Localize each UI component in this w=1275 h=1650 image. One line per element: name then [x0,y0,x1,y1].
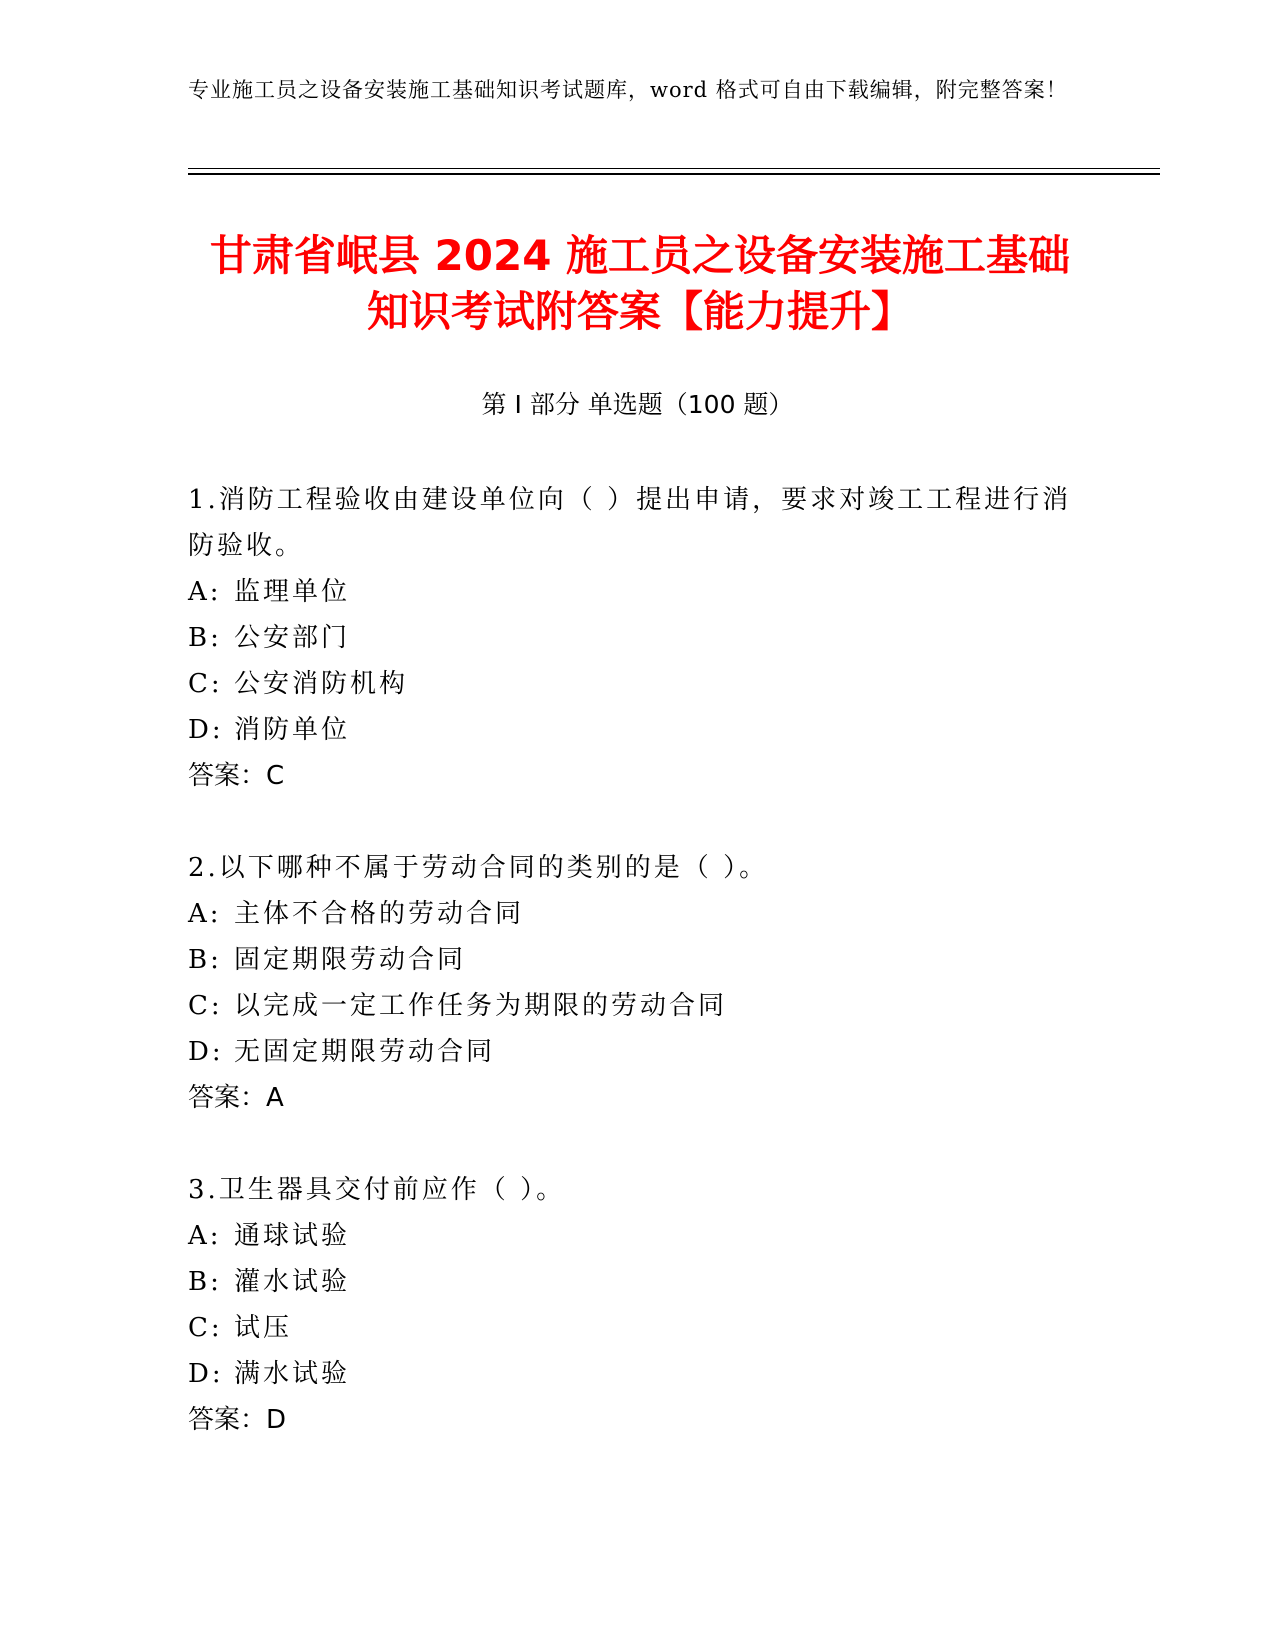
option-key: D: [188,1359,224,1389]
question-list [188,477,1088,1489]
document-title [180,228,1100,340]
answer-value: A [266,1083,284,1113]
header-note: 专业施工员之设备安装施工基础知识考试题库，word 格式可自由下载编辑，附完整答案！ [188,78,1068,102]
document-title-line-1: 甘肃省岷县 2024 施工员之设备安装施工基础 [209,231,1071,280]
header-divider-thin [188,168,1160,169]
option-text: 消防单位 [234,715,351,745]
option-text: 固定期限劳动合同 [234,945,467,975]
option-text: 以完成一定工作任务为期限的劳动合同 [234,991,728,1021]
option-b [188,1259,1088,1305]
option-a [188,569,1088,615]
document-title-line-2: 知识考试附答案【能力提升】 [366,287,913,336]
option-text: 试压 [234,1313,293,1343]
option-key: D: [188,1037,224,1067]
option-key: A: [188,899,222,929]
option-d [188,1351,1088,1397]
answer-label: 答案： [188,761,267,791]
answer-line [188,1397,1088,1443]
header-divider-thick [188,173,1160,175]
option-text: 公安消防机构 [234,669,409,699]
option-key: B: [188,945,222,975]
option-b [188,615,1088,661]
option-a [188,891,1088,937]
option-key: C: [188,669,223,699]
option-key: A: [188,577,222,607]
option-text: 无固定期限劳动合同 [234,1037,496,1067]
option-key: A: [188,1221,222,1251]
option-key: C: [188,991,223,1021]
answer-label: 答案： [188,1083,267,1113]
option-c [188,661,1088,707]
option-b [188,937,1088,983]
answer-line [188,1075,1088,1121]
option-c [188,1305,1088,1351]
option-text: 主体不合格的劳动合同 [234,899,525,929]
answer-line [188,753,1088,799]
option-text: 公安部门 [234,623,351,653]
option-text: 满水试验 [234,1359,351,1389]
option-key: C: [188,1313,223,1343]
option-c [188,983,1088,1029]
option-text: 监理单位 [234,577,351,607]
section-heading: 第 I 部分 单选题（100 题） [481,390,794,419]
question-2 [188,845,1088,1121]
option-d [188,707,1088,753]
option-key: D: [188,715,224,745]
answer-value: D [266,1405,287,1435]
question-stem: 1.消防工程验收由建设单位向（ ）提出申请，要求对竣工工程进行消防验收。 [188,485,1072,561]
option-a [188,1213,1088,1259]
option-key: B: [188,1267,222,1297]
option-text: 灌水试验 [234,1267,351,1297]
answer-value: C [266,761,285,791]
question-3 [188,1167,1088,1443]
option-d [188,1029,1088,1075]
option-key: B: [188,623,222,653]
question-stem: 2.以下哪种不属于劳动合同的类别的是（ ）。 [188,853,769,883]
question-stem: 3.卫生器具交付前应作（ ）。 [188,1175,566,1205]
option-text: 通球试验 [234,1221,351,1251]
question-1 [188,477,1088,799]
answer-label: 答案： [188,1405,267,1435]
